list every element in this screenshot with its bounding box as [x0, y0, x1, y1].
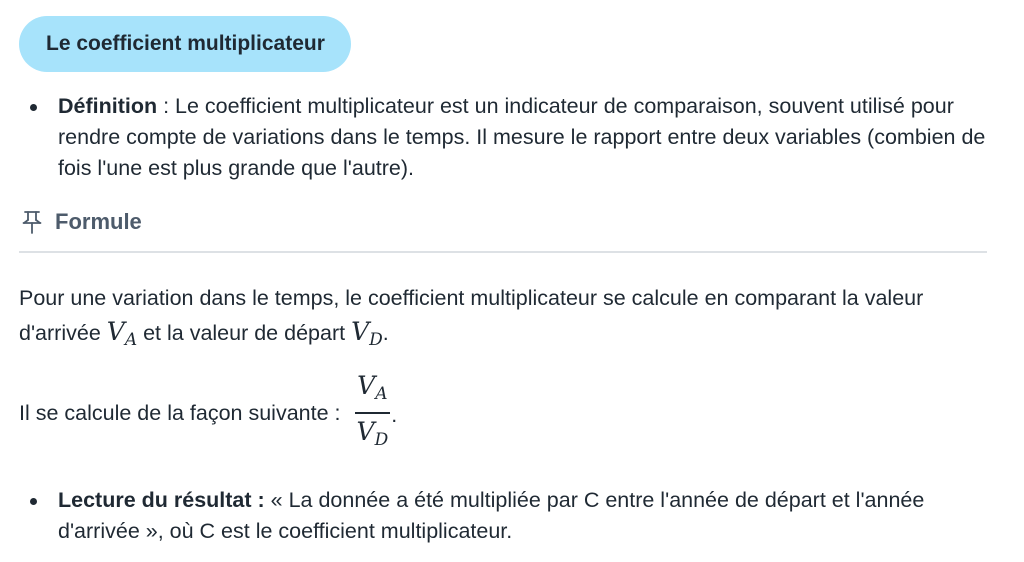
fraction-numerator: [355, 371, 389, 409]
var-departure: [351, 317, 383, 350]
formula-fraction: [355, 371, 391, 455]
calculation-line: [19, 373, 397, 453]
bullet-dot: [30, 498, 37, 505]
calculation-period: .: [391, 402, 398, 427]
var-arrival-symbol: V: [106, 317, 125, 346]
denominator-symbol: V: [356, 416, 375, 446]
section-title: Le coefficient multiplicateur: [46, 32, 325, 55]
variation-text-before: Pour une variation dans le temps, le coefficient multiplicateur se calcule en comparant la valeur d'arrivée: [19, 286, 924, 345]
var-arrival-sub: A: [124, 330, 138, 350]
var-departure-sub: D: [369, 330, 383, 350]
numerator-sub: A: [375, 384, 388, 405]
numerator-symbol: V: [357, 371, 376, 401]
definition-item: [30, 91, 1010, 184]
reading-text: [58, 485, 1010, 547]
calculation-text: Il se calcule de la façon suivante :: [19, 400, 341, 425]
section-title-pill: [19, 16, 351, 72]
reading-label: Lecture du résultat :: [58, 488, 265, 512]
definition-label: Définition: [58, 94, 158, 118]
reading-item: [30, 485, 1010, 547]
definition-separator: :: [157, 94, 176, 118]
variation-paragraph: [19, 281, 1009, 357]
definition-body: Le coefficient multiplicateur est un indicateur de comparaison, souvent utilisé pour rendre compte de variations dans le temps. Il mesure le rapport entre deux variables (combien de fois l'une est plus grande que l'autre).: [58, 94, 986, 180]
var-departure-symbol: V: [351, 317, 370, 346]
fraction-denominator: [355, 417, 391, 455]
var-arrival: [106, 317, 138, 350]
formula-title: Formule: [55, 209, 142, 234]
fraction-bar: [355, 412, 391, 414]
formula-header: [19, 207, 987, 253]
variation-text-after: .: [382, 321, 389, 345]
denominator-sub: D: [374, 429, 389, 450]
definition-text: [58, 91, 1010, 184]
bullet-dot: [30, 104, 37, 111]
pin-icon: [21, 209, 43, 235]
reading-body: « La donnée a été multipliée par C entre l'année de départ et l'année d'arrivée », où C est le coefficient multiplicateur.: [58, 488, 925, 543]
variation-text-middle: et la valeur de départ: [137, 321, 352, 345]
